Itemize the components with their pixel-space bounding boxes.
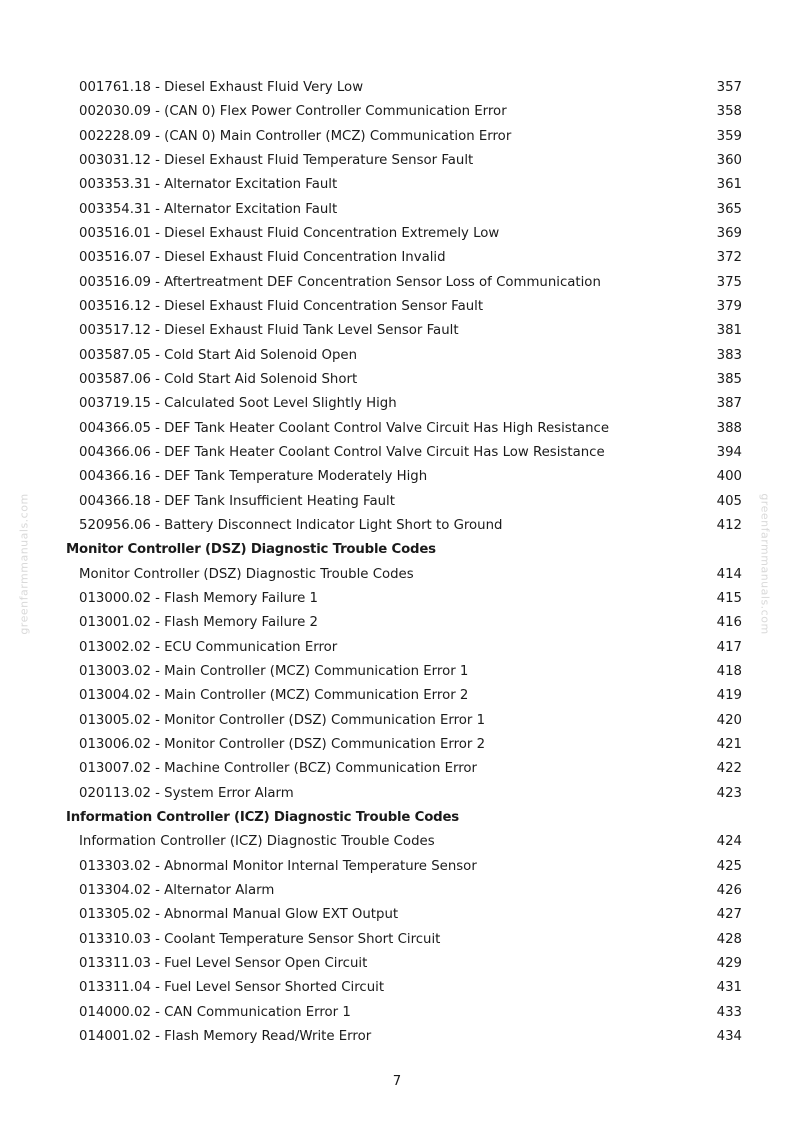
toc-entry-page: 415 — [716, 590, 742, 606]
toc-entry[interactable] — [79, 903, 742, 927]
toc-entry-title: 013000.02 - Flash Memory Failure 1 — [79, 590, 318, 606]
toc-entry[interactable] — [79, 1025, 742, 1049]
toc-entry-title: 013002.02 - ECU Communication Error — [79, 639, 338, 655]
toc-entry[interactable] — [79, 295, 742, 319]
toc-entry[interactable] — [79, 830, 742, 854]
toc-entry[interactable] — [79, 660, 742, 684]
toc-entry-title: 002030.09 - (CAN 0) Flex Power Controller Communication Error — [79, 104, 507, 120]
toc-entry-title: 003354.31 - Alternator Excitation Fault — [79, 201, 338, 217]
toc-entry-title: Monitor Controller (DSZ) Diagnostic Trouble Codes — [79, 566, 414, 582]
toc-entry[interactable] — [79, 271, 742, 295]
toc-entry-page: 372 — [716, 250, 742, 266]
toc-entry[interactable] — [79, 149, 742, 173]
toc-entry-title: 013006.02 - Monitor Controller (DSZ) Communication Error 2 — [79, 736, 486, 752]
toc-entry[interactable] — [79, 417, 742, 441]
toc-entry[interactable] — [79, 976, 742, 1000]
toc-entry-title: 003353.31 - Alternator Excitation Fault — [79, 177, 338, 193]
toc-entry[interactable] — [79, 757, 742, 781]
toc-entry-page: 375 — [716, 274, 742, 290]
toc-entry[interactable] — [79, 465, 742, 489]
toc-entry[interactable] — [79, 490, 742, 514]
toc-entry-page: 421 — [716, 736, 742, 752]
toc-entry-title: 004366.16 - DEF Tank Temperature Moderately High — [79, 469, 428, 485]
toc-entry[interactable] — [79, 173, 742, 197]
toc-entry[interactable] — [79, 879, 742, 903]
toc-entry[interactable] — [79, 514, 742, 538]
toc-entry-page: 419 — [716, 688, 742, 704]
toc-entry[interactable] — [79, 587, 742, 611]
toc-section-heading[interactable]: Monitor Controller (DSZ) Diagnostic Trouble Codes — [66, 542, 436, 558]
toc-entry-page: 381 — [716, 323, 742, 339]
toc-entry-page: 405 — [716, 493, 742, 509]
toc-entry[interactable] — [79, 733, 742, 757]
toc-entry-title: 013005.02 - Monitor Controller (DSZ) Communication Error 1 — [79, 712, 486, 728]
toc-entry-page: 426 — [716, 882, 742, 898]
toc-entry-title: 002228.09 - (CAN 0) Main Controller (MCZ) Communication Error — [79, 128, 512, 144]
toc-entry-page: 422 — [716, 761, 742, 777]
toc-entry-title: 014000.02 - CAN Communication Error 1 — [79, 1004, 351, 1020]
toc-entry-page: 360 — [716, 153, 742, 168]
toc-entry[interactable] — [79, 344, 742, 368]
toc-entry-page: 417 — [716, 639, 742, 655]
toc-entry[interactable] — [79, 392, 742, 416]
toc-entry-page: 420 — [716, 712, 742, 728]
toc-entry-page: 431 — [716, 980, 742, 996]
toc-entry-page: 387 — [716, 396, 742, 412]
toc-entry[interactable] — [79, 319, 742, 343]
toc-entry-page: 385 — [716, 372, 742, 387]
watermark-left: greenfarmmanuals.com — [17, 493, 31, 635]
toc-entry[interactable] — [79, 222, 742, 246]
watermark-right: greenfarmmanuals.com — [758, 493, 772, 635]
toc-entry-title: 001761.18 - Diesel Exhaust Fluid Very Low — [79, 80, 364, 95]
toc-entry[interactable] — [79, 563, 742, 587]
toc-entry-title: 014001.02 - Flash Memory Read/Write Error — [79, 1028, 372, 1044]
toc-entry[interactable] — [79, 1001, 742, 1025]
toc-entry-title: 003719.15 - Calculated Soot Level Slightly High — [79, 396, 397, 412]
toc-entry[interactable] — [79, 368, 742, 392]
toc-entry-title: 013311.03 - Fuel Level Sensor Open Circuit — [79, 955, 368, 971]
toc-entry-title: 003516.07 - Diesel Exhaust Fluid Concentration Invalid — [79, 250, 446, 266]
toc-entry-title: 020113.02 - System Error Alarm — [79, 785, 294, 801]
toc-entry-page: 358 — [716, 104, 742, 120]
toc-entry-title: 013007.02 - Machine Controller (BCZ) Communication Error — [79, 761, 478, 777]
toc-entry-page: 394 — [716, 444, 742, 460]
toc-entry-title: 003516.12 - Diesel Exhaust Fluid Concentration Sensor Fault — [79, 299, 484, 314]
toc-entry-page: 425 — [716, 858, 742, 874]
toc-entry-title: 520956.06 - Battery Disconnect Indicator Light Short to Ground — [79, 517, 503, 533]
toc-entry-title: 013004.02 - Main Controller (MCZ) Communication Error 2 — [79, 688, 469, 704]
toc-entry[interactable] — [79, 636, 742, 660]
toc-entry-title: 013001.02 - Flash Memory Failure 2 — [79, 615, 318, 631]
toc-entry[interactable] — [79, 928, 742, 952]
toc-entry-page: 424 — [716, 834, 742, 850]
toc-entry-page: 416 — [716, 615, 742, 631]
toc-entry-page: 433 — [716, 1004, 742, 1020]
toc-entry-title: 004366.05 - DEF Tank Heater Coolant Control Valve Circuit Has High Resistance — [79, 420, 610, 436]
toc-entry-title: 004366.06 - DEF Tank Heater Coolant Control Valve Circuit Has Low Resistance — [79, 444, 605, 460]
toc-entry-page: 414 — [716, 566, 742, 582]
toc-entry-title: 013303.02 - Abnormal Monitor Internal Temperature Sensor — [79, 858, 477, 874]
toc-entry-page: 369 — [716, 226, 742, 241]
toc-entry-page: 388 — [716, 420, 742, 436]
toc-entry-page: 412 — [716, 517, 742, 533]
toc-entry[interactable] — [79, 709, 742, 733]
toc-entry-title: 013305.02 - Abnormal Manual Glow EXT Output — [79, 907, 399, 923]
toc-entry-title: 003516.09 - Aftertreatment DEF Concentration Sensor Loss of Communication — [79, 274, 601, 290]
toc-entry-page: 428 — [716, 931, 742, 947]
toc-entry-page: 361 — [716, 177, 742, 193]
toc-entry-page: 357 — [716, 80, 742, 95]
toc-entry-title: 013003.02 - Main Controller (MCZ) Communication Error 1 — [79, 663, 469, 679]
toc-section-heading[interactable]: Information Controller (ICZ) Diagnostic Trouble Codes — [66, 809, 459, 825]
toc-entry-title: 013311.04 - Fuel Level Sensor Shorted Circuit — [79, 980, 385, 996]
toc-entry[interactable] — [79, 855, 742, 879]
toc-entry-page: 400 — [716, 469, 742, 485]
toc-entry-page: 379 — [716, 299, 742, 314]
toc-entry-page: 383 — [716, 347, 742, 363]
toc-entry-page: 429 — [716, 955, 742, 971]
page-number: 7 — [392, 1074, 402, 1089]
toc-entry-title: 004366.18 - DEF Tank Insufficient Heating Fault — [79, 493, 395, 509]
toc-entry-title: Information Controller (ICZ) Diagnostic Trouble Codes — [79, 834, 435, 850]
toc-entry[interactable] — [79, 441, 742, 465]
toc-entry-page: 365 — [716, 201, 742, 217]
toc-entry-page: 423 — [716, 785, 742, 801]
toc-entry-title: 003587.05 - Cold Start Aid Solenoid Open — [79, 347, 357, 363]
toc-entry-title: 003517.12 - Diesel Exhaust Fluid Tank Level Sensor Fault — [79, 323, 459, 339]
toc-entry-page: 427 — [716, 907, 742, 923]
toc-entry-title: 003516.01 - Diesel Exhaust Fluid Concentration Extremely Low — [79, 226, 500, 241]
toc-entry-title: 013304.02 - Alternator Alarm — [79, 882, 275, 898]
toc-entry-page: 434 — [716, 1028, 742, 1044]
toc-entry-page: 359 — [716, 128, 742, 144]
toc-entry-title: 003587.06 - Cold Start Aid Solenoid Short — [79, 372, 358, 387]
toc-entry-page: 418 — [716, 663, 742, 679]
toc-entry[interactable] — [79, 684, 742, 708]
toc-entry[interactable] — [79, 100, 742, 124]
toc-entry[interactable] — [79, 76, 742, 100]
toc-entry-title: 013310.03 - Coolant Temperature Sensor Short Circuit — [79, 931, 441, 947]
toc-entry[interactable] — [79, 246, 742, 270]
toc-entry-title: 003031.12 - Diesel Exhaust Fluid Temperature Sensor Fault — [79, 153, 474, 168]
toc-entry[interactable] — [79, 952, 742, 976]
toc-entry[interactable] — [79, 198, 742, 222]
toc-entry[interactable] — [79, 782, 742, 806]
toc-entry[interactable] — [79, 125, 742, 149]
toc-entry[interactable] — [79, 611, 742, 635]
